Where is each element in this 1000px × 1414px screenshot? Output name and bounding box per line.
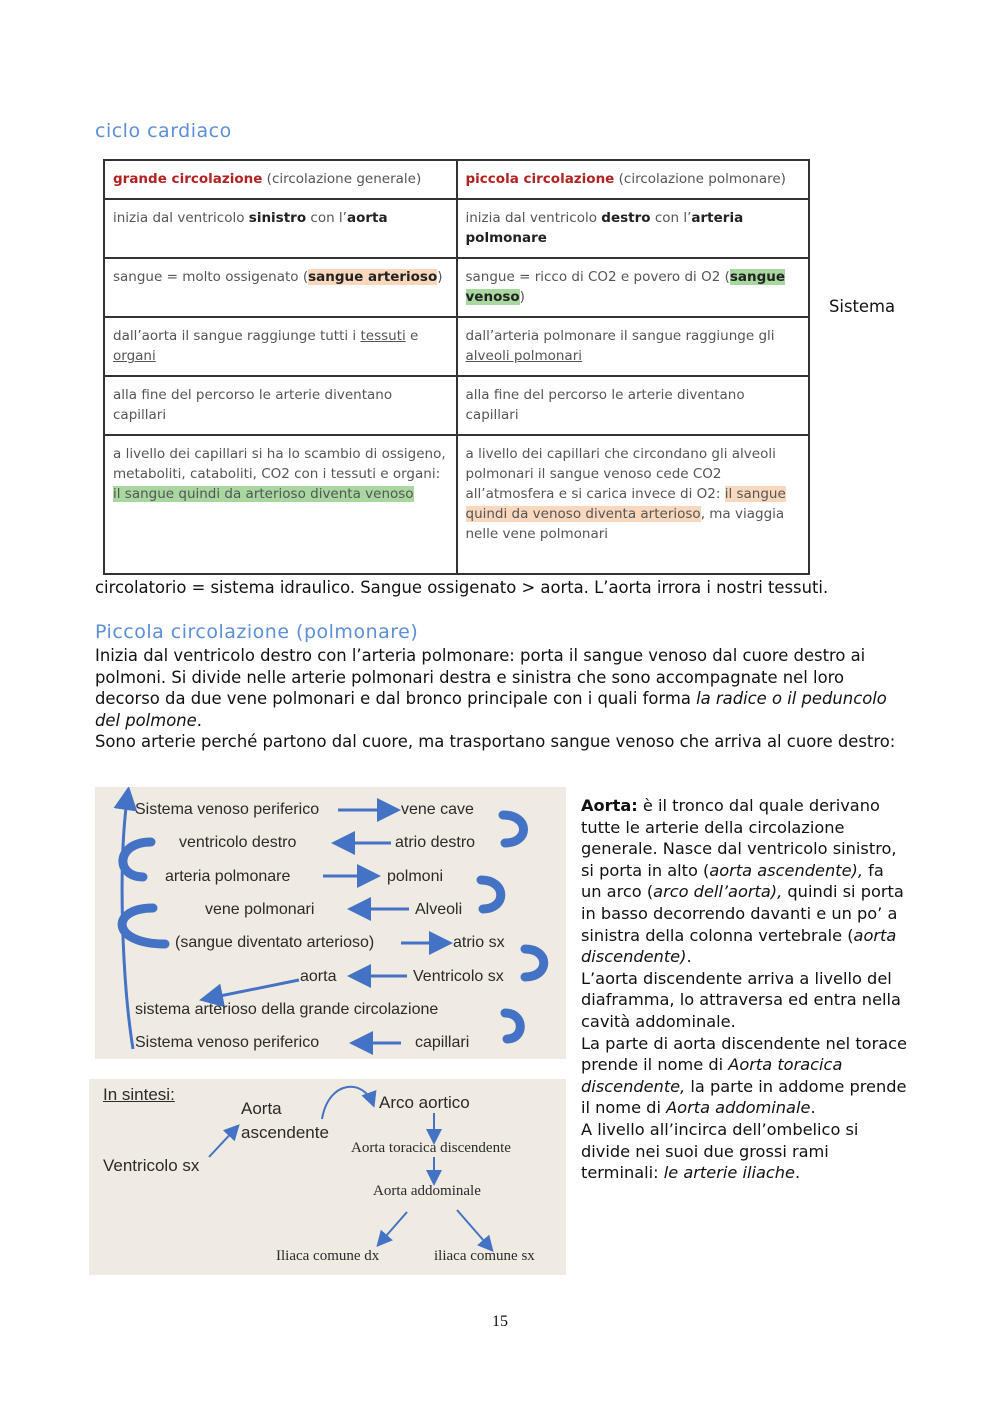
side-word: Sistema [829, 297, 896, 316]
label-aorta: aorta [300, 968, 337, 985]
label-ventricolo-sx: Ventricolo sx [413, 968, 504, 985]
label-vene-polmonari: vene polmonari [205, 901, 315, 918]
header-grande-rest: (circolazione generale) [262, 171, 422, 187]
label-arco-aortico: Arco aortico [379, 1093, 470, 1112]
summary-title: In sintesi: [103, 1085, 175, 1104]
cell-text: e [405, 328, 419, 344]
table-cell [457, 317, 810, 376]
aorta-text: A livello all’incirca dell’ombelico si divide nei suoi due grossi rami terminali: [581, 1119, 859, 1183]
cell-underline: organi [113, 348, 156, 364]
cell-text: dall’aorta il sangue raggiunge tutti i [113, 328, 361, 344]
table-row [104, 199, 809, 258]
table-row [104, 376, 809, 435]
label-capillari: capillari [415, 1034, 470, 1051]
aorta-paragraph-2: L’aorta discendente arriva a livello del diaframma, lo attraversa ed entra nella cavità addominale. [581, 968, 901, 1031]
label-iliaca-sx: iliaca comune sx [434, 1248, 535, 1264]
aorta-text: . [810, 1098, 816, 1118]
cell-text: con l’ [650, 210, 692, 226]
paragraph-italic: la radice o il peduncolo del polmone [95, 689, 887, 730]
label-sistema-arterioso: sistema arterioso della grande circolazione [135, 1001, 439, 1018]
highlight-green: il sangue quindi da arterioso diventa venoso [113, 486, 414, 502]
highlight-arterioso: sangue arterioso [308, 269, 438, 285]
table-row [104, 160, 809, 199]
cell-bold: aorta [346, 210, 388, 226]
table-cell [457, 435, 810, 574]
header-grande: grande circolazione [113, 171, 263, 187]
label-aorta-toracica: Aorta toracica discendente [351, 1140, 511, 1156]
cell-text: inizia dal ventricolo [113, 210, 249, 226]
table-cell [457, 376, 810, 435]
table-cell [104, 435, 457, 574]
summary-arrows [89, 1079, 566, 1275]
table-cell [457, 160, 810, 199]
label-vene-cave: vene cave [401, 801, 474, 818]
table-cell [104, 258, 457, 317]
label-alveoli: Alveoli [415, 901, 463, 918]
cell-text: , ma viaggia nelle vene polmonari [465, 506, 785, 542]
continuation-text: circolatorio = sistema idraulico. Sangue ossigenato > aorta. L’aorta irrora i nostri tessuti. [95, 578, 829, 597]
label-sangue-arterioso: (sangue diventato arterioso) [175, 934, 375, 951]
table-row [104, 317, 809, 376]
paragraph-1 [95, 645, 907, 731]
label-polmoni: polmoni [387, 868, 444, 885]
table-cell [457, 258, 810, 317]
aorta-paragraph-4 [581, 1119, 909, 1184]
paragraph-text: . [196, 710, 202, 730]
aorta-paragraph-1 [581, 795, 909, 968]
cell-underline: tessuti [360, 328, 406, 344]
table-cell [104, 376, 457, 435]
section-title: ciclo cardiaco [95, 120, 232, 142]
table-cell [104, 199, 457, 258]
cell-text: alla fine del percorso le arterie diventano capillari [465, 387, 745, 423]
label-ventricolo-destro: ventricolo destro [179, 834, 297, 851]
cell-bold: arteria polmonare [465, 210, 744, 246]
highlight-orange: il sangue quindi da venoso diventa arterioso [465, 486, 786, 522]
aorta-description [581, 795, 909, 1184]
label-ventricolo-sx: Ventricolo sx [103, 1156, 200, 1175]
cell-text: dall’arteria polmonare il sangue raggiunge gli [465, 328, 775, 344]
header-piccola: piccola circolazione [465, 171, 615, 187]
cell-text: sangue = ricco di CO2 e povero di O2 ( [465, 269, 730, 285]
aorta-text: La parte di aorta discendente nel torace prende il nome di [581, 1033, 908, 1075]
aorta-text: . [795, 1163, 801, 1183]
cell-bold: sinistro [248, 210, 307, 226]
cell-text: ) [519, 289, 525, 305]
label-sistema-venoso-periferico: Sistema venoso periferico [135, 801, 320, 818]
aorta-italic: le arterie iliache [663, 1163, 795, 1183]
aorta-text: è il tronco dal quale derivano tutte le arterie della circolazione generale. Nasce dal ventricolo sinistro, si porta in alto ( [581, 796, 897, 880]
aorta-italic: arco dell’aorta), [653, 882, 783, 902]
aorta-paragraph-3 [581, 1033, 909, 1119]
table-cell [457, 199, 810, 258]
subsection-title: Piccola circolazione (polmonare) [95, 621, 419, 643]
cell-underline: alveoli polmonari [465, 348, 582, 364]
aorta-summary-diagram [89, 1079, 566, 1275]
label-arteria-polmonare: arteria polmonare [165, 868, 291, 885]
header-piccola-rest: (circolazione polmonare) [614, 171, 786, 187]
label-aorta-asc-1: Aorta [241, 1099, 282, 1118]
circulation-flow-diagram [95, 787, 566, 1059]
table-cell [104, 160, 457, 199]
label-iliaca-dx: Iliaca comune dx [276, 1248, 380, 1264]
table-cell [104, 317, 457, 376]
aorta-italic: Aorta toracica discendente, [581, 1055, 843, 1096]
table-row [104, 258, 809, 317]
cell-text: inizia dal ventricolo [465, 210, 602, 226]
aorta-text: la parte in addome prende il nome di [581, 1076, 907, 1118]
aorta-italic: Aorta addominale [666, 1098, 811, 1118]
cell-text: a livello dei capillari si ha lo scambio di ossigeno, metaboliti, cataboliti, CO2 con i tessuti e organi: [113, 446, 446, 482]
table-row [104, 435, 809, 574]
cell-text: alla fine del percorso le arterie diventano capillari [113, 387, 393, 423]
label-atrio-destro: atrio destro [395, 834, 476, 851]
aorta-text: quindi si porta in basso decorrendo davanti e un po’ a sinistra della colonna vertebrale ( [581, 882, 904, 945]
page-number: 15 [492, 1313, 508, 1330]
aorta-italic: aorta ascendente), [709, 860, 863, 880]
paragraph-2: Sono arterie perché partono dal cuore, ma trasportano sangue venoso che arriva al cuore destro: [95, 732, 896, 751]
paragraph-text: Inizia dal ventricolo destro con l’arteria polmonare: porta il sangue venoso dal cuore destro ai polmoni. Si divide nelle arterie polmonari destra e sinistra che sono accompagnate nel loro decorso da due vene polmonari e dal bronco principale con i quali forma [95, 646, 866, 708]
aorta-bold: Aorta: [581, 796, 638, 815]
cell-text: a livello dei capillari che circondano gli alveoli polmonari il sangue venoso cede CO2 all’atmosfera e si carica invece di O2: [465, 446, 776, 502]
highlight-venoso: sangue venoso [465, 269, 786, 305]
cell-text: con l’ [306, 210, 347, 226]
aorta-text: . [686, 947, 692, 967]
aorta-italic: aorta discendente) [581, 925, 897, 967]
label-aorta-asc-2: ascendente [241, 1123, 329, 1142]
label-aorta-addominale: Aorta addominale [373, 1183, 481, 1199]
cell-text: sangue = molto ossigenato ( [113, 269, 309, 285]
label-atrio-sx: atrio sx [453, 934, 505, 951]
cell-text: ) [437, 269, 443, 285]
label-sistema-venoso-periferico-2: Sistema venoso periferico [135, 1034, 320, 1051]
cell-bold: destro [601, 210, 651, 226]
aorta-text: fa un arco ( [581, 860, 884, 902]
circulation-comparison-table [103, 159, 810, 575]
